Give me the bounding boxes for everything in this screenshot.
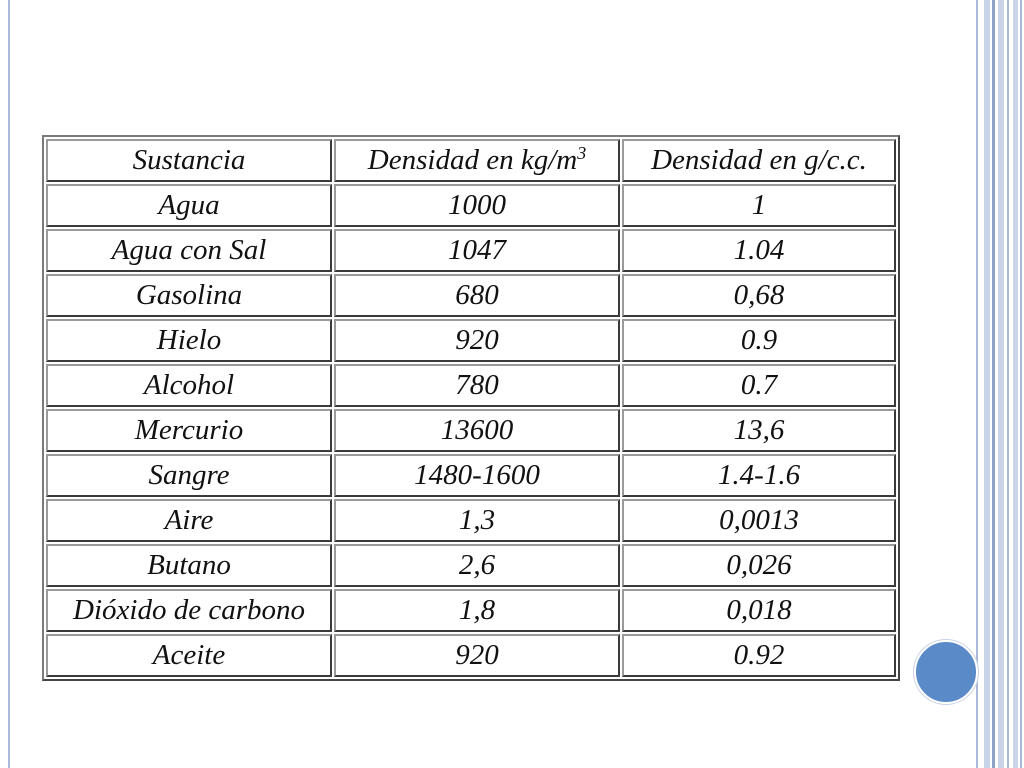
cell-density-g-cc: 1: [622, 184, 896, 227]
cell-sustancia: Dióxido de carbono: [46, 589, 332, 632]
decorative-circle: [914, 640, 978, 704]
cell-density-g-cc: 0,0013: [622, 499, 896, 542]
column-header-density-kg-m3: [334, 139, 620, 182]
cell-density-kg-m3: 2,6: [334, 544, 620, 587]
cell-sustancia: Alcohol: [46, 364, 332, 407]
cell-sustancia: Hielo: [46, 319, 332, 362]
slide-right-stripe: [1020, 0, 1022, 768]
cell-density-kg-m3: 1,8: [334, 589, 620, 632]
slide-right-stripe: [992, 0, 995, 768]
cell-density-g-cc: 0.9: [622, 319, 896, 362]
density-table-frame: [42, 135, 900, 681]
column-header-sustancia: Sustancia: [46, 139, 332, 182]
unit-superscript: 3: [577, 143, 587, 163]
table-row: [46, 589, 896, 632]
cell-density-kg-m3: 1,3: [334, 499, 620, 542]
cell-density-kg-m3: 1000: [334, 184, 620, 227]
table-row: [46, 499, 896, 542]
column-header-label: Densidad en kg/m: [367, 144, 578, 176]
slide-right-stripe: [998, 0, 1004, 768]
table-row: [46, 364, 896, 407]
cell-density-kg-m3: 13600: [334, 409, 620, 452]
cell-sustancia: Aceite: [46, 634, 332, 677]
table-row: [46, 319, 896, 362]
slide-right-stripe: [1007, 0, 1009, 768]
table-row: [46, 184, 896, 227]
cell-density-g-cc: 1.04: [622, 229, 896, 272]
column-header-density-g-cc: Densidad en g/c.c.: [622, 139, 896, 182]
slide-right-stripe: [1013, 0, 1018, 768]
cell-sustancia: Mercurio: [46, 409, 332, 452]
cell-density-g-cc: 0,018: [622, 589, 896, 632]
table-row: [46, 409, 896, 452]
cell-density-kg-m3: 920: [334, 634, 620, 677]
table-header-row: [46, 139, 896, 182]
table-row: [46, 634, 896, 677]
cell-sustancia: Gasolina: [46, 274, 332, 317]
cell-sustancia: Aire: [46, 499, 332, 542]
cell-density-g-cc: 0.92: [622, 634, 896, 677]
cell-sustancia: Butano: [46, 544, 332, 587]
cell-density-kg-m3: 1047: [334, 229, 620, 272]
table-row: [46, 229, 896, 272]
cell-sustancia: Sangre: [46, 454, 332, 497]
cell-sustancia: Agua: [46, 184, 332, 227]
cell-density-kg-m3: 1480-1600: [334, 454, 620, 497]
cell-density-g-cc: 1.4-1.6: [622, 454, 896, 497]
cell-density-g-cc: 0,68: [622, 274, 896, 317]
slide-left-border: [8, 0, 10, 768]
table-row: [46, 454, 896, 497]
cell-density-kg-m3: 920: [334, 319, 620, 362]
cell-density-g-cc: 13,6: [622, 409, 896, 452]
density-table: [44, 137, 898, 679]
slide-right-stripe: [976, 0, 978, 768]
cell-density-g-cc: 0,026: [622, 544, 896, 587]
cell-density-g-cc: 0.7: [622, 364, 896, 407]
cell-density-kg-m3: 680: [334, 274, 620, 317]
table-row: [46, 544, 896, 587]
cell-density-kg-m3: 780: [334, 364, 620, 407]
table-row: [46, 274, 896, 317]
slide-right-stripe: [984, 0, 990, 768]
cell-sustancia: Agua con Sal: [46, 229, 332, 272]
